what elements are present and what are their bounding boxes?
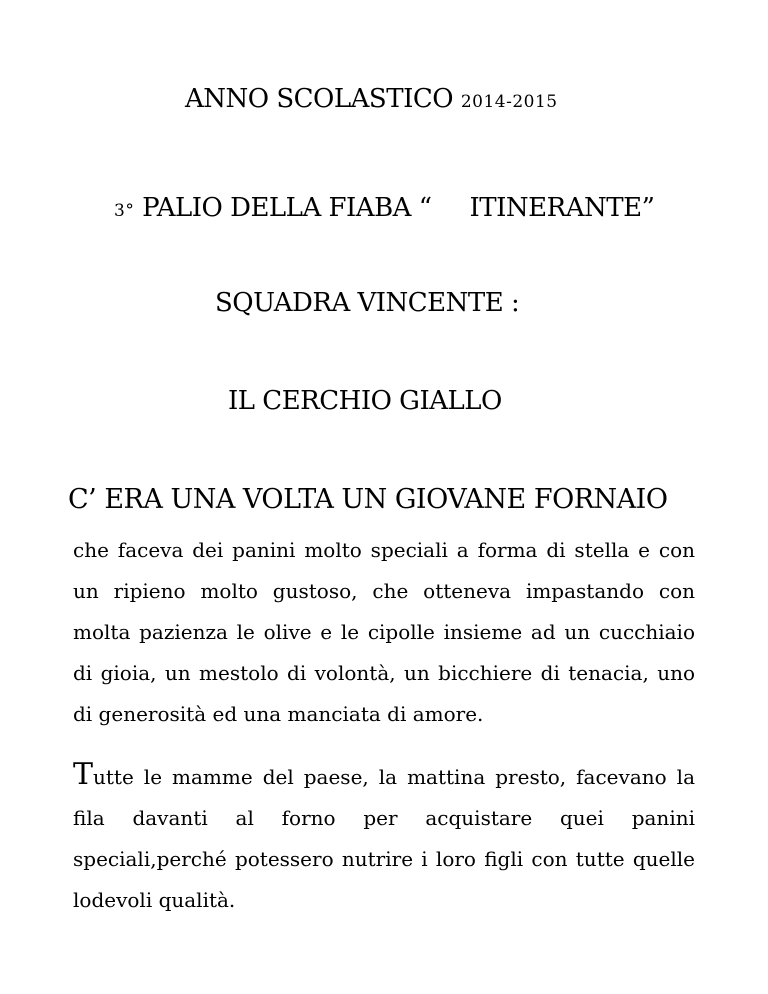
story-paragraph-1: che faceva dei panini molto speciali a forma di stella e con un ripieno molto gustoso, che otteneva impastando con molta pazienza le olive e le cipolle insieme ad un cucchiaio di gioia, un mestolo di volontà, un bicchiere di tenacia, uno di generosità ed una manciata di amore. (73, 538, 695, 726)
palio-subtitle: ITINERANTE” (469, 193, 655, 223)
paragraph-initial: T (73, 757, 94, 792)
story-paragraph-2 (73, 757, 695, 921)
story-opening: C’ ERA UNA VOLTA UN GIOVANE FORNAIO (68, 484, 668, 515)
page-title (185, 84, 558, 114)
palio-text: PALIO DELLA FIABA “ (142, 193, 432, 223)
winner-label: SQUADRA VINCENTE : (215, 288, 520, 318)
palio-heading (114, 193, 654, 223)
winner-team: IL CERCHIO GIALLO (228, 386, 502, 416)
school-year: 2014-2015 (460, 92, 558, 112)
palio-number: 3° (114, 201, 135, 221)
title-text: ANNO SCOLASTICO (185, 84, 454, 114)
paragraph-2-text: utte le mamme del paese, la mattina presto, facevano la fila davanti al forno per acquistare quei panini speciali,perché potessero nutrire i loro figli con tutte quelle lodevoli qualità. (73, 765, 695, 912)
